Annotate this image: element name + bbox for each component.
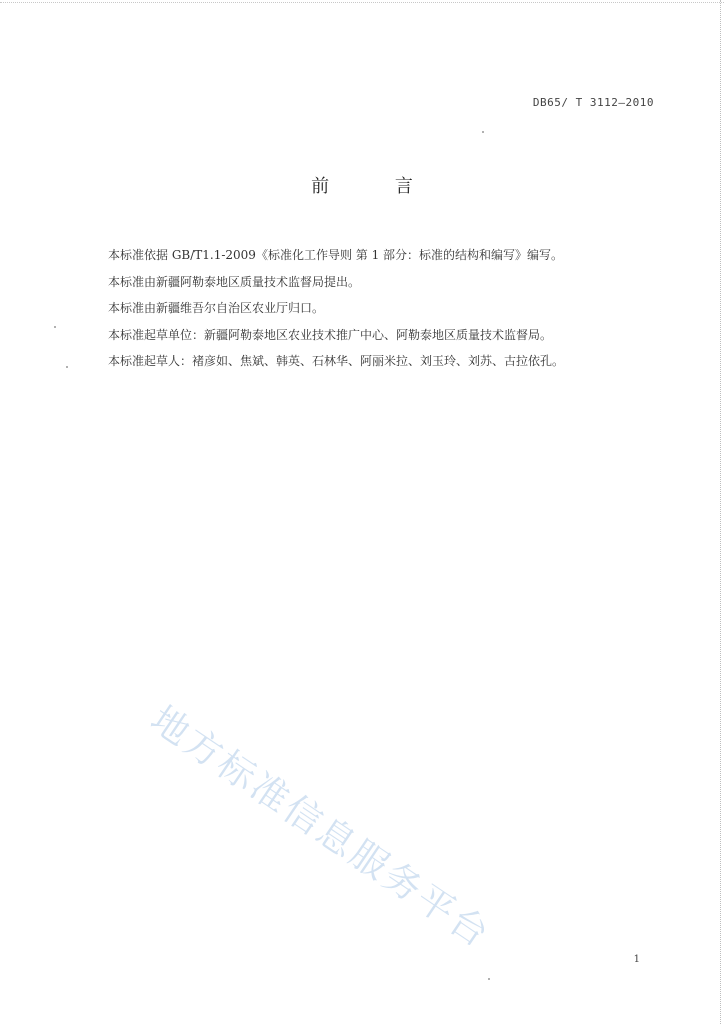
watermark: 地方标准信息服务平台	[142, 697, 499, 957]
page-title: 前 言	[311, 176, 443, 197]
scan-edge-right	[720, 0, 721, 1024]
scan-edge-top	[0, 2, 724, 3]
paragraph-centralized-by: 本标准由新疆维吾尔自治区农业厅归口。	[108, 301, 325, 315]
document-code: DB65/ T 3112—2010	[532, 96, 654, 109]
scan-speck	[54, 326, 56, 328]
scan-speck	[488, 978, 490, 980]
foreword-body	[108, 242, 628, 375]
page-number: 1	[633, 954, 640, 965]
paragraph-drafters: 本标准起草人：褚彦如、焦斌、韩英、石林华、阿丽米拉、刘玉玲、刘苏、古拉依孔。	[108, 354, 565, 368]
scan-speck	[66, 366, 68, 368]
paragraph-drafting-units: 本标准起草单位：新疆阿勒泰地区农业技术推广中心、阿勒泰地区质量技术监督局。	[108, 327, 553, 342]
paragraph-drafting-basis: 本标准依据 GB/T1.1-2009《标准化工作导则 第 1 部分：标准的结构和编写》编写。	[108, 248, 564, 262]
paragraph-proposed-by: 本标准由新疆阿勒泰地区质量技术监督局提出。	[108, 274, 361, 289]
scan-speck	[482, 131, 484, 133]
